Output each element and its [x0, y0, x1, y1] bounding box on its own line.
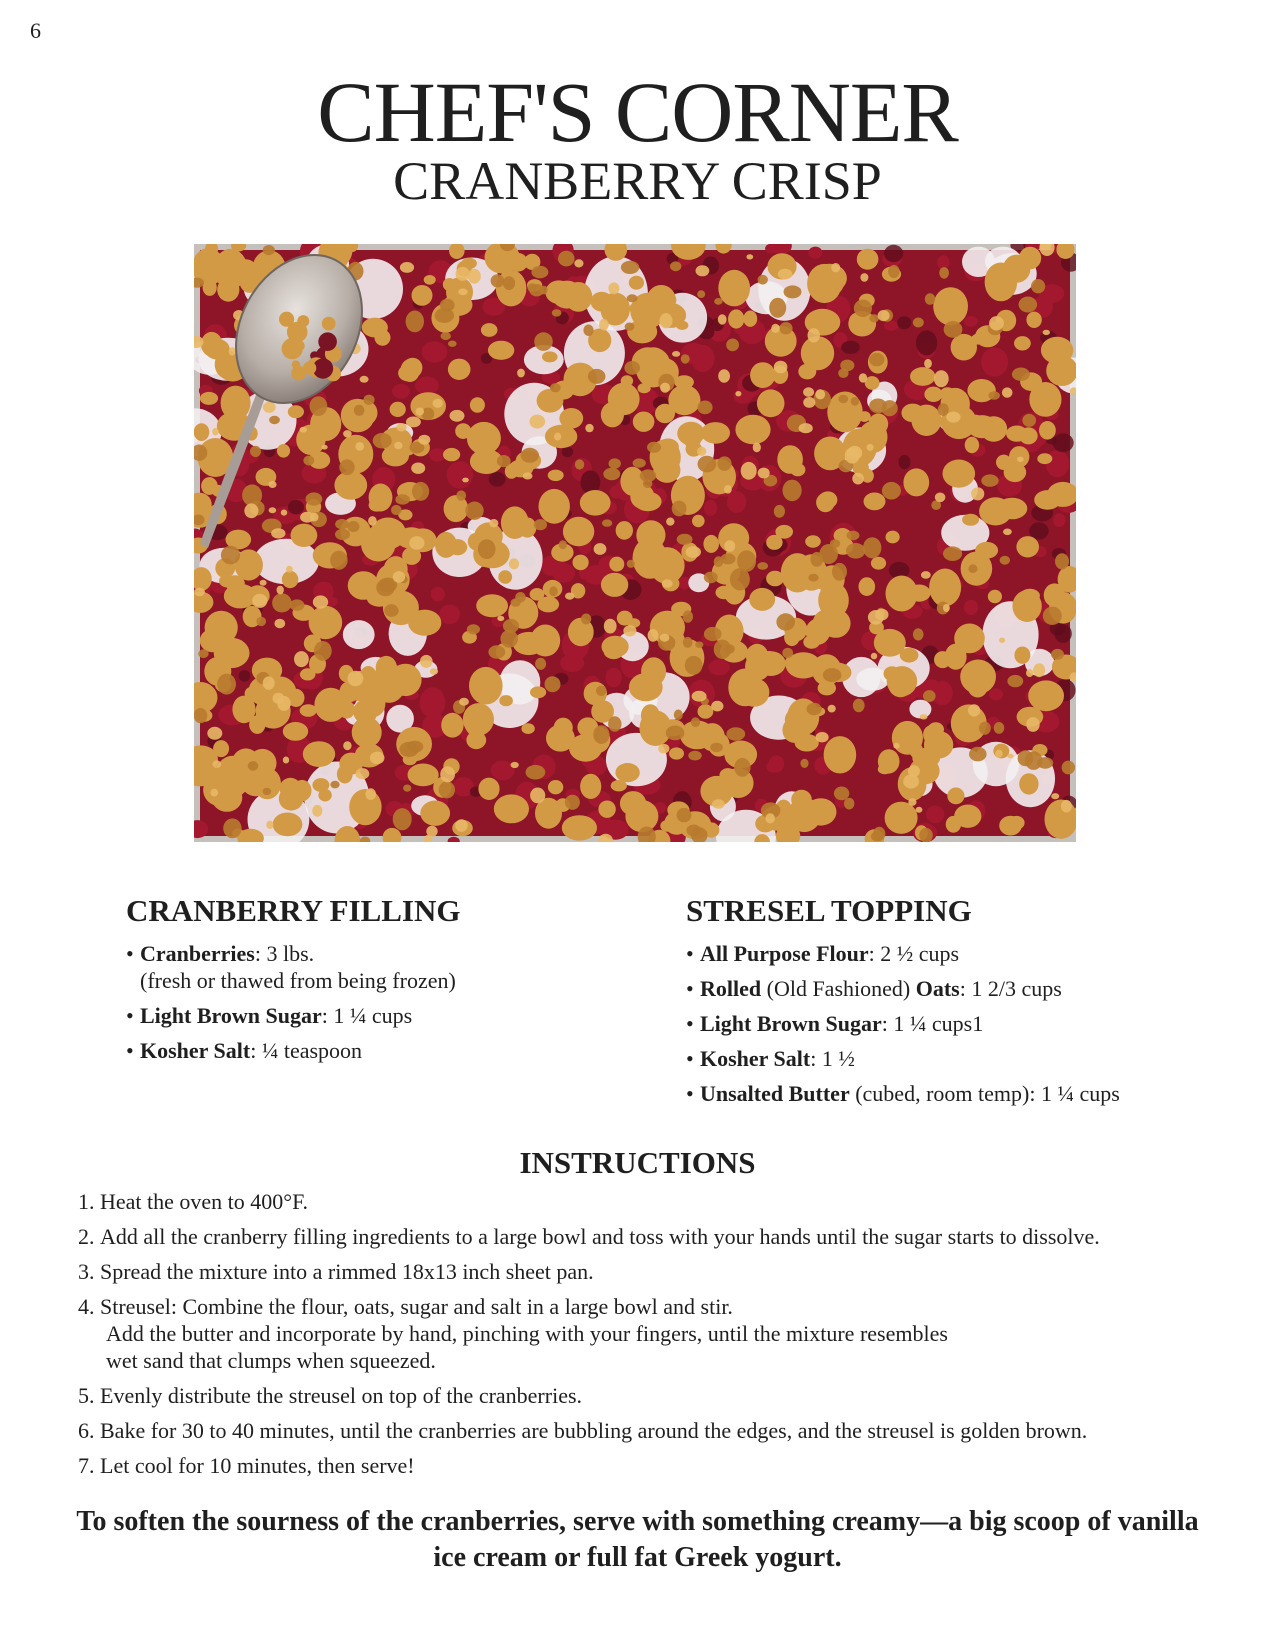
recipe-title: CRANBERRY CRISP — [393, 151, 882, 211]
instruction-step — [78, 1452, 1258, 1479]
instruction-step — [78, 1223, 1258, 1250]
list-item: • Light Brown Sugar: 1 ¼ cups — [126, 1002, 646, 1029]
list-item: • Unsalted Butter (cubed, room temp): 1 ¼ cups — [686, 1080, 1246, 1107]
step-number: 1. — [78, 1189, 95, 1214]
step-text: Heat the oven to 400°F. — [100, 1189, 309, 1214]
step-text: wet sand that clumps when squeezed. — [106, 1348, 436, 1373]
step-text: Spread the mixture into a rimmed 18x13 inch sheet pan. — [100, 1259, 594, 1284]
list-item: • Kosher Salt: 1 ½ — [686, 1045, 1246, 1072]
serving-tip: To soften the sourness of the cranberries, serve with something creamy—a big scoop of vanilla ice cream or full fat Greek yogurt. — [76, 1506, 1199, 1573]
step-number: 7. — [78, 1453, 95, 1478]
step-number: 6. — [78, 1418, 95, 1443]
step-text: Evenly distribute the streusel on top of the cranberries. — [100, 1383, 583, 1408]
step-number: 5. — [78, 1383, 95, 1408]
page-number: 6 — [30, 18, 41, 43]
list-item: • Light Brown Sugar: 1 ¼ cups1 — [686, 1010, 1246, 1037]
step-number: 4. — [78, 1294, 95, 1319]
filling-list — [126, 940, 646, 1064]
instruction-step — [78, 1293, 1258, 1374]
topping-list — [686, 940, 1246, 1107]
step-text: Streusel: Combine the flour, oats, sugar and salt in a large bowl and stir. — [100, 1294, 733, 1319]
instructions-heading: INSTRUCTIONS — [519, 1145, 756, 1180]
instruction-step — [78, 1188, 1258, 1215]
filling-heading: CRANBERRY FILLING — [126, 893, 461, 928]
step-number: 2. — [78, 1224, 95, 1249]
step-number: 3. — [78, 1259, 95, 1284]
list-item: • Cranberries: 3 lbs. (fresh or thawed from being frozen) — [126, 940, 646, 994]
step-text: Let cool for 10 minutes, then serve! — [100, 1453, 415, 1478]
list-item: • Rolled (Old Fashioned) Oats: 1 2/3 cups — [686, 975, 1246, 1002]
step-text: Bake for 30 to 40 minutes, until the cranberries are bubbling around the edges, and the streusel is golden brown. — [100, 1418, 1088, 1443]
instruction-step — [78, 1258, 1258, 1285]
instruction-step — [78, 1417, 1258, 1444]
streusel-topping-section — [686, 892, 1246, 1115]
instructions-list — [78, 1188, 1258, 1487]
list-item: • All Purpose Flour: 2 ½ cups — [686, 940, 1246, 967]
page-title: CHEF'S CORNER — [317, 64, 958, 160]
cranberry-filling-section — [126, 892, 646, 1072]
instruction-step — [78, 1382, 1258, 1409]
topping-heading: STRESEL TOPPING — [686, 893, 972, 928]
step-text: Add the butter and incorporate by hand, pinching with your fingers, until the mixture resembles — [106, 1321, 948, 1346]
cranberry-crisp-photo — [194, 244, 1076, 842]
step-text: Add all the cranberry filling ingredients to a large bowl and toss with your hands until the sugar starts to dissolve. — [100, 1224, 1100, 1249]
list-item: • Kosher Salt: ¼ teaspoon — [126, 1037, 646, 1064]
